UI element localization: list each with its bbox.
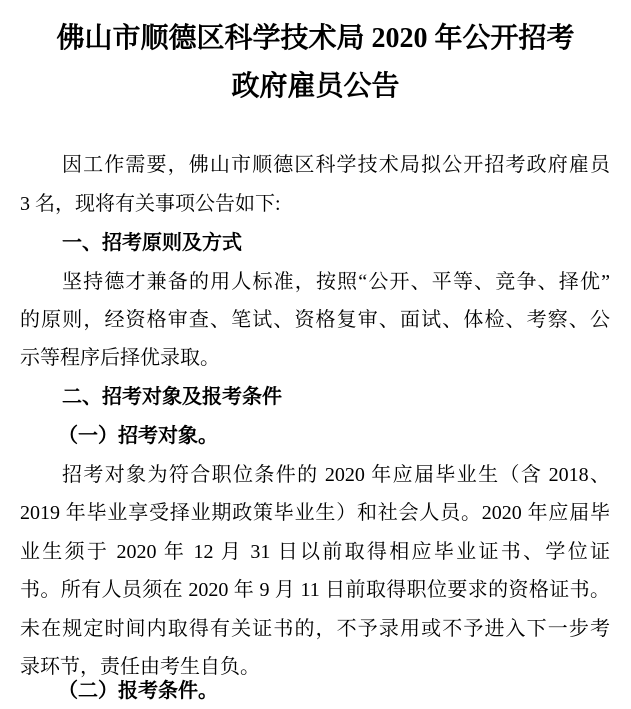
paragraph-line: 书。所有人员须在 2020 年 9 月 11 日前取得职位要求的资格证书。 (20, 579, 610, 601)
paragraph-line: 坚持德才兼备的用人标准，按照“公开、平等、竞争、择优” (62, 271, 610, 293)
paragraph-line: 业生须于 2020 年 12 月 31 日以前取得相应毕业证书、学位证 (20, 541, 610, 563)
paragraph-line: 未在规定时间内取得有关证书的，不予录用或不予进入下一步考 (20, 618, 610, 640)
paragraph-line: 3 名，现将有关事项公告如下: (20, 193, 281, 215)
subsection-heading: （一）招考对象。 (58, 425, 218, 447)
paragraph-line: 因工作需要，佛山市顺德区科学技术局拟公开招考政府雇员 (62, 154, 610, 176)
paragraph-line: 的原则，经资格审查、笔试、资格复审、面试、体检、考察、公 (20, 309, 610, 331)
subsection-heading: （二）报考条件。 (58, 680, 218, 702)
paragraph-line: 招考对象为符合职位条件的 2020 年应届毕业生（含 2018、 (62, 464, 610, 486)
title-line-1: 佛山市顺德区科学技术局 2020 年公开招考 (56, 23, 575, 54)
paragraph-line: 示等程序后择优录取。 (20, 347, 220, 369)
section-heading: 二、招考对象及报考条件 (62, 386, 282, 408)
paragraph-line: 录环节，责任由考生自负。 (20, 656, 260, 678)
title-line-2: 政府雇员公告 (231, 71, 400, 102)
paragraph-line: 2019 年毕业享受择业期政策毕业生）和社会人员。2020 年应届毕 (20, 502, 610, 524)
section-heading: 一、招考原则及方式 (62, 232, 242, 254)
